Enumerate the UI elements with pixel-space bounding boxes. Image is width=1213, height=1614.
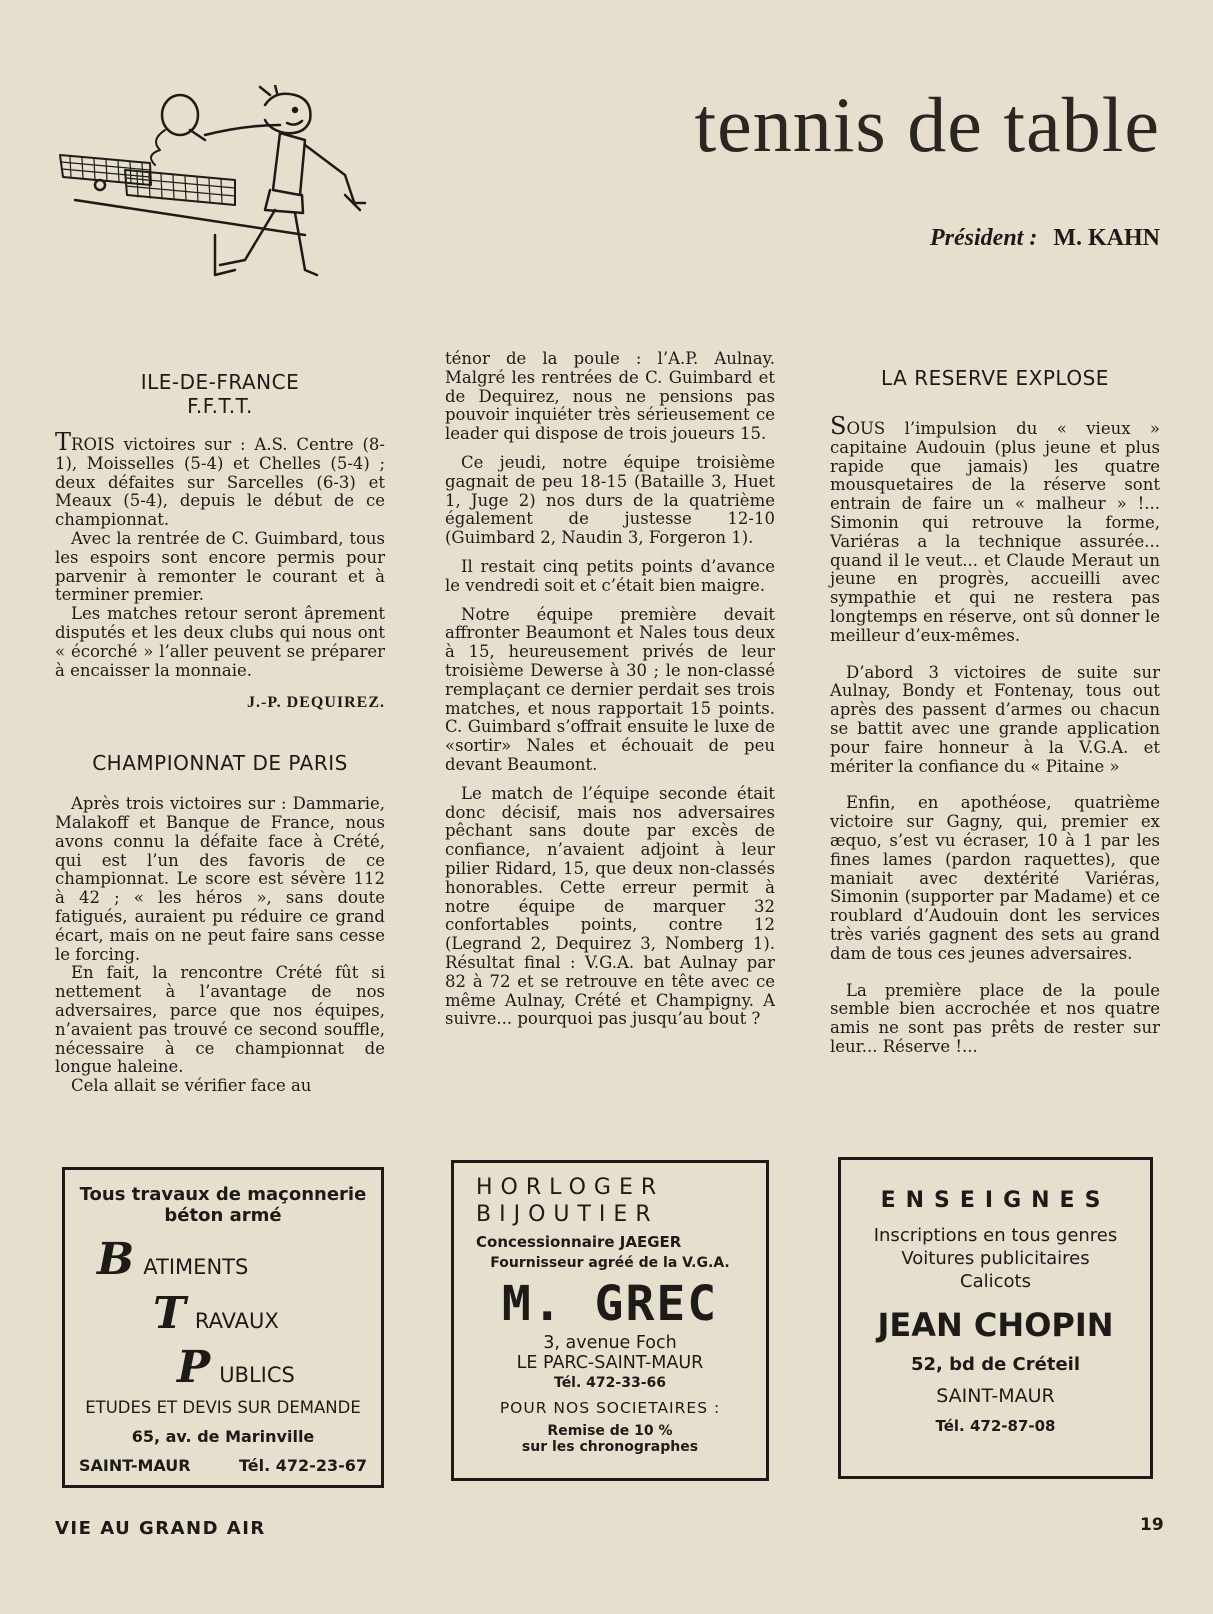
ad-line: BIJOUTIER (476, 1202, 659, 1227)
ad-tel: Tél. 472-23-67 (239, 1456, 367, 1475)
dropcap: T (55, 428, 72, 456)
paragraph: Après trois victoires sur : Dammarie, Malakoff et Banque de France, nous avons connu la défaite face à Crété, qui est l’un des favoris de ce championnat. Le score est sévère 112 à 42 ; « les héros », sans doute fatigués, auraient pu réduire ce grand écart, mais on ne peut faire sans cesse le forcing. (55, 794, 385, 964)
ad-btp-row (97, 1234, 381, 1288)
ad-horloger (451, 1160, 769, 1481)
ad-city: LE PARC-SAINT-MAUR (516, 1353, 704, 1373)
president-name: M. KAHN (1053, 225, 1160, 251)
page-number: 19 (1140, 1515, 1164, 1535)
ad-line: ETUDES ET DEVIS SUR DEMANDE (85, 1398, 361, 1417)
paragraph (830, 412, 1160, 646)
paragraph-text: OUS l’impulsion du « vieux » capitaine Audouin (plus jeune et plus rapide que jamais) les quatre mousquetaires de la réserve sont entrain de faire un « malheur » !... Simonin qui retrouve la forme, Variéras a la technique assurée... quand il le veut... et Claude Meraut un jeune en progrès, accueilli avec sympathie et qui ne restera pas longtemps en réserve, ont sû donner le meilleur d’eux-mêmes. (830, 419, 1160, 645)
paragraph: Avec la rentrée de C. Guimbard, tous les espoirs sont encore permis pour parvenir à remonter le courant et à terminer premier. (55, 528, 385, 605)
ad-initial: T (153, 1288, 186, 1339)
heading-line: F.F.T.T. (187, 394, 253, 418)
heading-la-reserve-explose: LA RESERVE EXPLOSE (881, 366, 1109, 390)
ad-name: JEAN CHOPIN (877, 1306, 1114, 1344)
ad-btp-row (153, 1288, 381, 1342)
ad-address: 65, av. de Marinville (131, 1427, 315, 1446)
signature: J.-P. DEQUIREZ. (247, 694, 385, 712)
heading-championnat-de-paris: CHAMPIONNAT DE PARIS (92, 751, 348, 776)
ad-word: RAVAUX (194, 1309, 279, 1333)
column-1 (55, 370, 385, 1096)
ad-enseignes (838, 1157, 1153, 1479)
ad-initial: P (177, 1342, 211, 1393)
column-3 (830, 366, 1160, 1057)
paragraph: Le match de l’équipe seconde était donc décisif, mais nos adversaires pêchant sans doute par excès de confiance, n’avaient adjoint à leur pilier Ridard, 15, que deux non-classés honorables. Cette erreur permit à notre équipe de marquer 32 confortables points, contre 12 (Legrand 2, Dequirez 3, Nomberg 1). Résultat final : V.G.A. bat Aulnay par 82 à 72 et se retrouve en tête avec ce même Aulnay, Crété et Champigny. A suivre... pourquoi pas jusqu’au bout ? (445, 783, 775, 1029)
ad-address: 3, avenue Foch (543, 1333, 677, 1353)
ad-line: POUR NOS SOCIETAIRES : (499, 1399, 721, 1417)
ad-word: UBLICS (219, 1363, 295, 1387)
paragraph: Enfin, en apothéose, quatrième victoire sur Gagny, qui, premier ex æquo, s’est vu écraser, 10 à 1 par les fines lames (pardon raquettes), que maniait avec dextérité Variéras, Simonin (supporter par Madame) et ce roublard d’Audouin dont les services très variés gagnent des sets au grand dam de tous ces jeunes adversaires. (830, 793, 1160, 963)
paragraph: Notre équipe première devait affronter Beaumont et Nales tous deux à 15, heureusement privés de leur troisième Dewerse à 30 ; le non-classé remplaçant ce dernier perdait ses trois matches, et nous rapportait 15 points. C. Guimbard s’offrait ensuite le luxe de «sortir» Nales et échouait de peu devant Beaumont. (445, 604, 775, 774)
ad-line: Tous travaux de maçonnerie (79, 1184, 367, 1205)
ad-city: SAINT-MAUR (936, 1385, 1055, 1407)
heading-ile-de-france (55, 370, 385, 418)
paragraph: Ce jeudi, notre équipe troisième gagnait de peu 18-15 (Bataille 3, Huet 1, Juge 2) nos durs de la quatrième également de justesse 12-10 (Guimbard 2, Naudin 3, Forgeron 1). (445, 452, 775, 548)
heading-line: ILE-DE-FRANCE (140, 370, 300, 394)
ad-tel: Tél. 472-33-66 (554, 1375, 666, 1391)
paragraph: D’abord 3 victoires de suite sur Aulnay, Bondy et Fontenay, tous out après des passent d’armes ou chacun se battit avec une grande application pour faire honneur à la V.G.A. et mériter la confiance du « Pitaine » (830, 662, 1160, 776)
ad-line: Remise de 10 % (547, 1423, 673, 1439)
ad-name: M. GREC (501, 1276, 719, 1332)
ad-line: sur les chronographes (521, 1439, 699, 1455)
ad-btp (62, 1167, 384, 1488)
footer-magazine-title: VIE AU GRAND AIR (55, 1518, 266, 1539)
page-title: tennis de table (694, 81, 1160, 168)
dropcap: S (830, 412, 847, 440)
paragraph-text: ROIS victoires sur : A.S. Centre (8-1), Moisselles (5-4) et Chelles (5-4) ; deux défaites sur Sarcelles (6-3) et Meaux (5-4), depuis le début de ce championnat. (55, 435, 385, 530)
ad-address: 52, bd de Créteil (911, 1354, 1080, 1375)
ad-line: Calicots (960, 1271, 1031, 1292)
ad-word: ATIMENTS (143, 1255, 249, 1279)
paragraph: Cela allait se vérifier face au (71, 1076, 312, 1096)
paragraph: Les matches retour seront âprement disputés et les deux clubs qui nous ont « écorché » l’aller peuvent se préparer à encaisser la monnaie. (55, 604, 385, 680)
ad-line: Concessionnaire JAEGER (476, 1233, 682, 1251)
column-2 (445, 350, 775, 1029)
president-line (820, 225, 1160, 252)
ad-line: ENSEIGNES (880, 1188, 1111, 1213)
paragraph: En fait, la rencontre Crété fût si nettement à l’avantage de nos adversaires, parce que nos équipes, n’avaient pas trouvé ce second souffle, nécessaire à ce championnat de longue haleine. (55, 963, 385, 1077)
table-tennis-player-illustration (55, 85, 395, 295)
ad-btp-row (177, 1342, 381, 1396)
ad-line: Voitures publicitaires (901, 1248, 1090, 1269)
ad-tel: Tél. 472-87-08 (935, 1417, 1056, 1435)
ad-initial: B (97, 1234, 135, 1285)
ad-line: Fournisseur agréé de la V.G.A. (490, 1255, 730, 1271)
ad-contact (65, 1456, 381, 1475)
ad-line: HORLOGER (476, 1175, 665, 1200)
paragraph: Il restait cinq petits points d’avance le vendredi soit et c’était bien maigre. (445, 556, 775, 595)
paragraph (55, 428, 385, 530)
ad-line: béton armé (164, 1205, 282, 1226)
ad-city: SAINT-MAUR (79, 1456, 191, 1475)
paragraph: ténor de la poule : l’A.P. Aulnay. Malgré les rentrées de C. Guimbard et de Dequirez, nous ne pensions pas pouvoir inquiéter très sérieusement ce leader qui dispose de trois joueurs 15. (445, 349, 775, 444)
president-label: Président : (930, 225, 1038, 251)
paragraph: La première place de la poule semble bien accrochée et nos quatre amis ne sont pas prêts de rester sur leur... Réserve !... (830, 980, 1160, 1056)
ad-line: Inscriptions en tous genres (873, 1225, 1118, 1246)
